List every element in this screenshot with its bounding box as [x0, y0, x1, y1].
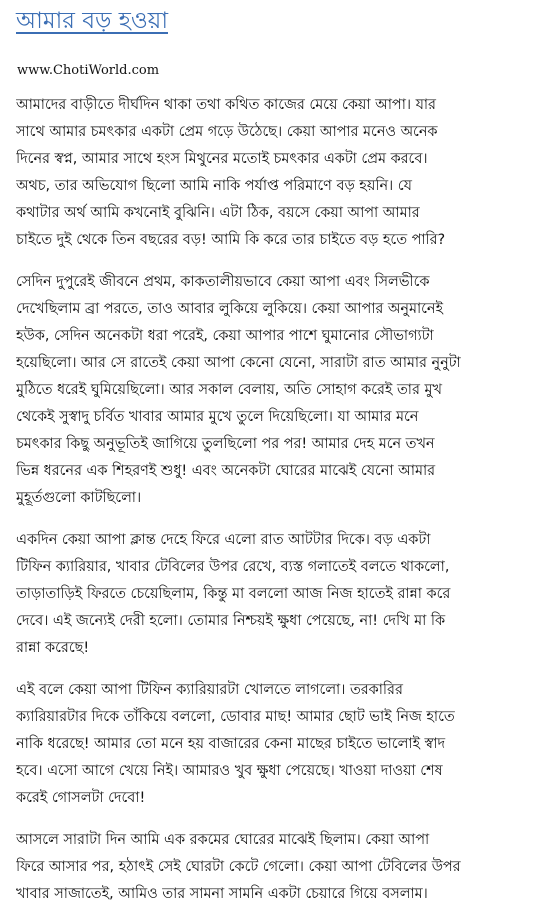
- paragraph-line: মুহূর্তগুলো কাটছিলো।: [16, 490, 142, 506]
- story-title: আমার বড় হওয়া: [16, 8, 168, 34]
- paragraph-line: চমৎকার কিছু অনুভূতিই জাগিয়ে তুলছিলো পর পর! আমার দেহ মনে তখন: [16, 436, 435, 452]
- paragraph-line: এই বলে কেয়া আপা টিফিন ক্যারিয়ারটা খোলতে লাগলো। তরকারির: [16, 682, 403, 698]
- paragraph: [16, 527, 538, 662]
- paragraph-line: ভিন্ন ধরনের এক শিহরণই শুধু! এবং অনেকটা ঘোরের মাঝেই যেনো আমার: [16, 463, 436, 479]
- paragraph-line: দেবে। এই জন্যেই দেরী হলো। তোমার নিশ্চয়ই ক্ষুধা পেয়েছে, না! দেখি মা কি: [16, 613, 446, 629]
- paragraph: [16, 827, 538, 908]
- paragraph-line: আসলে সারাটা দিন আমি এক রকমের ঘোরের মাঝেই ছিলাম। কেয়া আপা: [16, 832, 430, 848]
- paragraph-line: সেদিন দুপুরেই জীবনে প্রথম, কাকতালীয়ভাবে কেয়া আপা এবং সিলভীকে: [16, 274, 430, 290]
- source-url: www.ChotiWorld.com: [17, 63, 160, 78]
- paragraph-line: ফিরে আসার পর, হঠাৎই সেই ঘোরটা কেটে গেলো। কেয়া আপা টেবিলের উপর: [16, 859, 461, 875]
- paragraph: [16, 92, 538, 254]
- paragraph-line: তাড়াতাড়িই ফিরতে চেয়েছিলাম, কিন্তু মা বললো আজ নিজ হাতেই রান্না করে: [16, 586, 451, 602]
- paragraph-line: হয়েছিলো। আর সে রাতেই কেয়া আপা কেনো যেনো, সারাটা রাত আমার নুনুটা: [16, 355, 461, 371]
- paragraph-line: টিফিন ক্যারিয়ার, খাবার টেবিলের উপর রেখে, ব্যস্ত গলাতেই বলতে থাকলো,: [16, 559, 450, 575]
- paragraph-line: মুঠিতে ধরেই ঘুমিয়েছিলো। আর সকাল বেলায়, অতি সোহাগ করেই তার মুখ: [16, 382, 442, 398]
- paragraph-line: চাইতে দুই থেকে তিন বছরের বড়! আমি কি করে তার চাইতে বড় হতে পারি?: [16, 232, 446, 248]
- paragraph-line: আমাদের বাড়ীতে দীর্ঘদিন থাকা তথা কথিত কাজের মেয়ে কেয়া আপা। যার: [16, 97, 436, 113]
- paragraph-line: কথাটার অর্থ আমি কখনোই বুঝিনি। এটা ঠিক, বয়সে কেয়া আপা আমার: [16, 205, 420, 221]
- paragraph: [16, 269, 538, 512]
- paragraph-line: খাবার সাজাতেই, আমিও তার সামনা সামনি একটা চেয়ারে গিয়ে বসলাম।: [16, 886, 428, 902]
- paragraph-line: থেকেই সুস্বাদু চর্বিত খাবার আমার মুখে তুলে দিয়েছিলো। যা আমার মনে: [16, 409, 419, 425]
- paragraph-line: রান্না করেছে!: [16, 640, 90, 656]
- paragraph-line: করেই গোসলটা দেবো!: [16, 790, 146, 806]
- paragraph-line: হবে। এসো আগে খেয়ে নিই। আমারও খুব ক্ষুধা পেয়েছে। খাওয়া দাওয়া শেষ: [16, 763, 443, 779]
- story-body: [16, 92, 538, 923]
- paragraph-line: একদিন কেয়া আপা ক্লান্ত দেহে ফিরে এলো রাত আটটার দিকে। বড় একটা: [16, 532, 431, 548]
- paragraph-line: অথচ, তার অভিযোগ ছিলো আমি নাকি পর্যাপ্ত পরিমাণে বড় হয়নি। যে: [16, 178, 412, 194]
- paragraph-line: ক্যারিয়ারটার দিকে তাঁকিয়ে বললো, ডোবার মাছ! আমার ছোট ভাই নিজ হাতে: [16, 709, 455, 725]
- paragraph-line: সাথে আমার চমৎকার একটা প্রেম গড়ে উঠেছে। কেয়া আপার মনেও অনেক: [16, 124, 438, 140]
- paragraph-line: দেখেছিলাম ব্রা পরতে, তাও আবার লুকিয়ে লুকিয়ে। কেয়া আপার অনুমানেই: [16, 301, 443, 317]
- paragraph: [16, 677, 538, 812]
- paragraph-line: দিনের স্বপ্ন, আমার সাথে হংস মিথুনের মতোই চমৎকার একটা প্রেম করবে।: [16, 151, 428, 167]
- paragraph-line: হউক, সেদিন অনেকটা ধরা পরেই, কেয়া আপার পাশে ঘুমানোর সৌভাগ্যটা: [16, 328, 434, 344]
- paragraph-line: নাকি ধরেছে! আমার তো মনে হয় বাজারের কেনা মাছের চাইতে ভালোই স্বাদ: [16, 736, 446, 752]
